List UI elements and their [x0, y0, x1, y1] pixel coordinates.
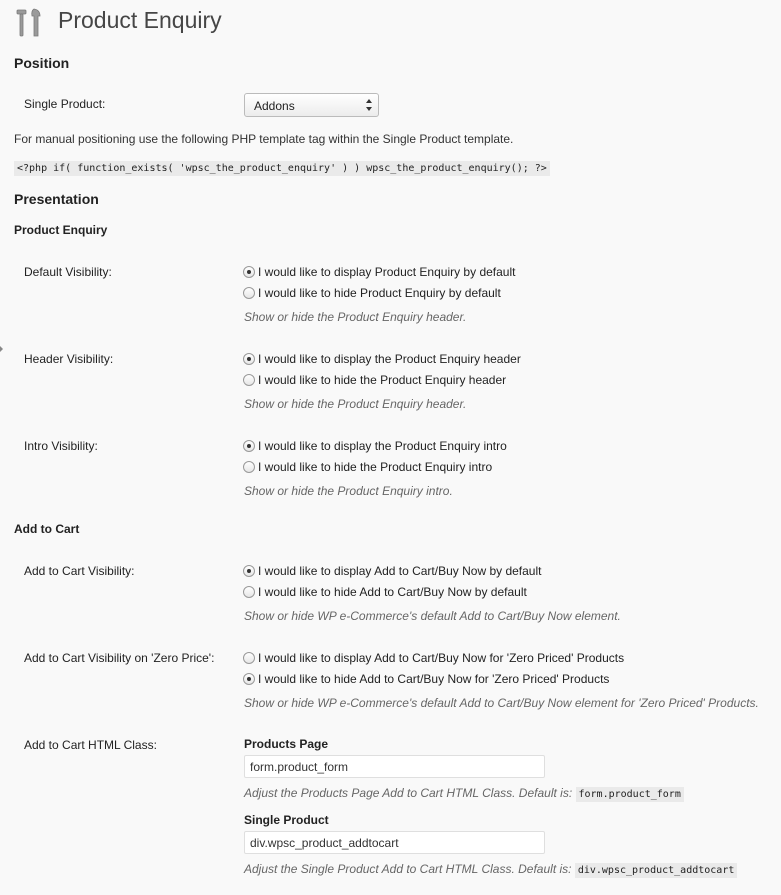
- single-product-class-input[interactable]: [244, 831, 545, 854]
- product-enquiry-heading: Product Enquiry: [14, 223, 108, 237]
- presentation-heading: Presentation: [14, 191, 99, 207]
- add-to-cart-heading: Add to Cart: [14, 522, 80, 536]
- header-visibility-display-radio[interactable]: [243, 353, 255, 365]
- products-page-heading: Products Page: [244, 737, 329, 751]
- default-visibility-hide-radio[interactable]: [243, 287, 255, 299]
- zero-price-display-option[interactable]: I would like to display Add to Cart/Buy Now for 'Zero Priced' Products: [243, 651, 624, 665]
- header-visibility-hide-option[interactable]: I would like to hide the Product Enquiry header: [243, 373, 506, 387]
- intro-visibility-description: Show or hide the Product Enquiry intro.: [244, 484, 453, 498]
- products-page-class-description: Adjust the Products Page Add to Cart HTML Class. Default is: form.product_form: [244, 786, 684, 800]
- add-to-cart-hide-radio[interactable]: [243, 586, 255, 598]
- intro-visibility-display-radio[interactable]: [243, 440, 255, 452]
- default-visibility-description: Show or hide the Product Enquiry header.: [244, 310, 467, 324]
- manual-positioning-note: For manual positioning use the following PHP template tag within the Single Product template.: [14, 132, 514, 146]
- products-page-class-input[interactable]: [244, 755, 545, 778]
- php-template-tag: <?php if( function_exists( 'wpsc_the_product_enquiry' ) ) wpsc_the_product_enquiry(); ?>: [14, 161, 550, 176]
- single-product-default-class: div.wpsc_product_addtocart: [575, 863, 738, 878]
- single-product-class-description: Adjust the Single Product Add to Cart HTML Class. Default is: div.wpsc_product_addtocart: [244, 862, 737, 876]
- tools-icon: [14, 7, 48, 39]
- single-product-label: Single Product:: [24, 97, 106, 111]
- header-visibility-description: Show or hide the Product Enquiry header.: [244, 397, 467, 411]
- zero-price-hide-radio[interactable]: [243, 673, 255, 685]
- single-product-select[interactable]: [244, 93, 379, 117]
- add-to-cart-display-radio[interactable]: [243, 565, 255, 577]
- header-visibility-display-option[interactable]: I would like to display the Product Enquiry header: [243, 352, 521, 366]
- add-to-cart-visibility-description: Show or hide WP e-Commerce's default Add to Cart/Buy Now element.: [244, 609, 621, 623]
- zero-price-description: Show or hide WP e-Commerce's default Add to Cart/Buy Now element for 'Zero Priced' Products.: [244, 696, 759, 710]
- header-visibility-label: Header Visibility:: [24, 352, 114, 366]
- intro-visibility-label: Intro Visibility:: [24, 439, 98, 453]
- add-to-cart-display-option[interactable]: I would like to display Add to Cart/Buy Now by default: [243, 564, 541, 578]
- default-visibility-display-option[interactable]: I would like to display Product Enquiry by default: [243, 265, 515, 279]
- zero-price-display-radio[interactable]: [243, 652, 255, 664]
- intro-visibility-display-option[interactable]: I would like to display the Product Enquiry intro: [243, 439, 507, 453]
- position-heading: Position: [14, 55, 70, 71]
- default-visibility-hide-option[interactable]: I would like to hide Product Enquiry by default: [243, 286, 501, 300]
- default-visibility-display-radio[interactable]: [243, 266, 255, 278]
- zero-price-visibility-label: Add to Cart Visibility on 'Zero Price':: [24, 651, 215, 665]
- add-to-cart-visibility-label: Add to Cart Visibility:: [24, 564, 135, 578]
- single-product-select-value: Addons: [254, 99, 295, 113]
- default-visibility-label: Default Visibility:: [24, 265, 112, 279]
- page-title: Product Enquiry: [58, 7, 222, 33]
- select-arrows-icon: [364, 97, 374, 113]
- header-visibility-hide-radio[interactable]: [243, 374, 255, 386]
- zero-price-hide-option[interactable]: I would like to hide Add to Cart/Buy Now for 'Zero Priced' Products: [243, 672, 609, 686]
- collapse-menu-icon[interactable]: [0, 342, 4, 356]
- html-class-label: Add to Cart HTML Class:: [24, 738, 157, 752]
- intro-visibility-hide-radio[interactable]: [243, 461, 255, 473]
- products-page-default-class: form.product_form: [576, 787, 684, 802]
- single-product-class-heading: Single Product: [244, 813, 329, 827]
- intro-visibility-hide-option[interactable]: I would like to hide the Product Enquiry intro: [243, 460, 492, 474]
- add-to-cart-hide-option[interactable]: I would like to hide Add to Cart/Buy Now by default: [243, 585, 527, 599]
